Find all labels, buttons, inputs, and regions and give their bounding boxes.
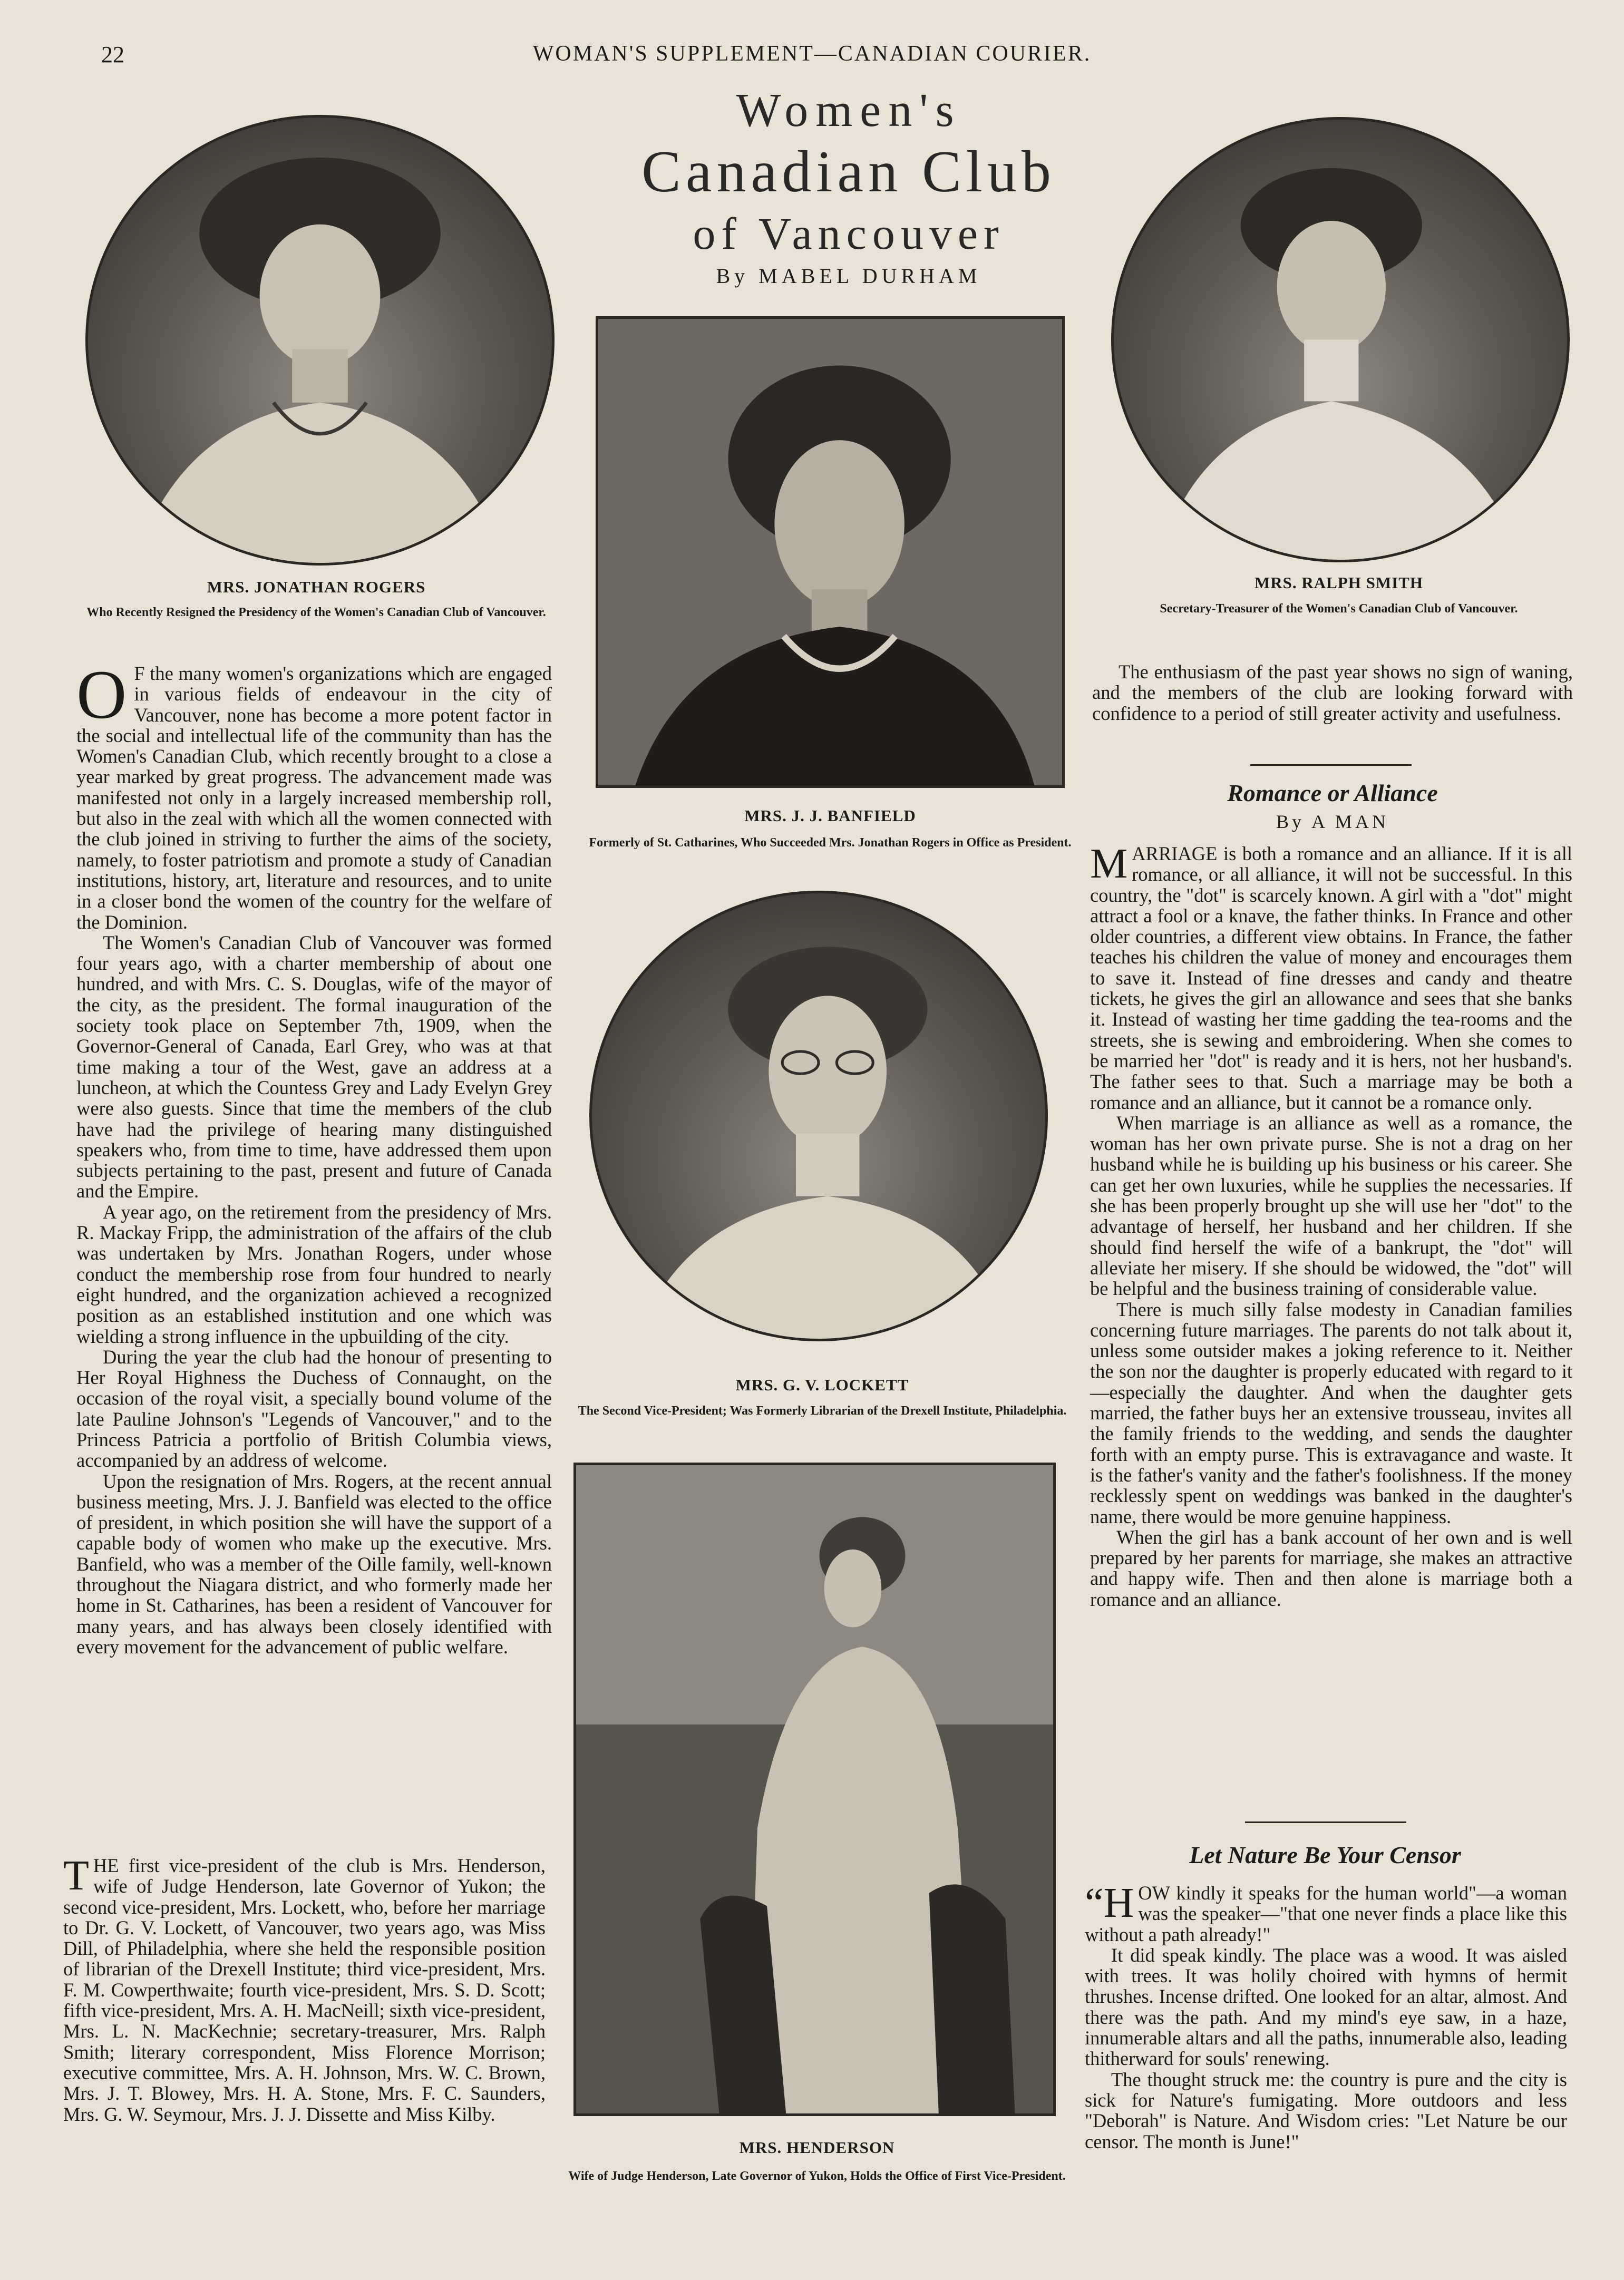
right-column-intro xyxy=(1092,661,1573,724)
left-paragraph-1 xyxy=(76,656,552,933)
nature-text xyxy=(1085,1880,1567,2152)
romance-paragraph-2: When marriage is an alliance as well as a romance, the woman has her own private purse. She is not a drag on her husband while he is building up his business or his career. She can get her own luxuries, while he supplies the necessaries. If she has been properly brought up she will use her "dot" to the advantage of herself, her husband and her children. If she should find herself the wife of a bankrupt, the "dot" will alleviate her misery. If she should be widowed, the "dot" will be helpful and the business training of considerable value. xyxy=(1090,1112,1572,1300)
paragraph-text: F the many women's organizations which are engaged in various fields of endeavour in the city of Vancouver, none has become a more potent factor in the social and intellectual life of the community than has the Women's Canadian Club, which recently brought to a close a year marked by great progress. The advancement made was manifested not only in a largely increased membership roll, but also in the zeal with which all the women connected with the club joined in striving to further the aims of the society, namely, to foster patriotism and promote a study of Canadian institutions, history, art, literature and resources, and to unite in a closer bond the women of the country for the welfare of the Dominion. xyxy=(76,662,552,933)
nature-heading: Let Nature Be Your Censor xyxy=(1189,1841,1461,1868)
section-divider xyxy=(1245,1821,1406,1823)
caption-desc-henderson: Wife of Judge Henderson, Late Governor of Yukon, Holds the Office of First Vice-President. xyxy=(568,2169,1066,2183)
romance-byline: By A MAN xyxy=(1276,811,1389,832)
portrait-henderson xyxy=(573,1463,1056,2116)
section-divider xyxy=(1250,764,1412,766)
left-column xyxy=(76,656,552,1658)
article-title-line-2: Canadian Club xyxy=(641,139,1056,204)
drop-cap: M xyxy=(1090,841,1128,887)
romance-heading: Romance or Alliance xyxy=(1227,780,1438,806)
right-intro-paragraph: The enthusiasm of the past year shows no sign of waning, and the members of the club are looking forward with confidence to a period of still greater activity and usefulness. xyxy=(1092,661,1573,724)
paragraph-text: OW kindly it speaks for the human world"—a woman was the speaker—"that one never finds a place like this without a path already!" xyxy=(1085,1882,1567,1945)
drop-cap: “H xyxy=(1085,1880,1134,1926)
caption-desc-banfield: Formerly of St. Catharines, Who Succeeded Mrs. Jonathan Rogers in Office as President. xyxy=(589,836,1072,850)
portrait-banfield xyxy=(596,316,1065,788)
nature-paragraph-3: The thought struck me: the country is pure and the city is sick for Nature's fumigating. More outdoors and less "Deborah" is Nature. And Wisdom cries: "Let Nature be our censor. The month is June!" xyxy=(1085,2068,1567,2152)
left-paragraph-2: The Women's Canadian Club of Vancouver was formed four years ago, with a charter membership of about one hundred, and with Mrs. C. S. Douglas, wife of the mayor of the city, as the president. The formal inauguration of the society took place on September 7th, 1909, when the Governor-General of Canada, Earl Grey, who was at that time making a tour of the West, gave an address at a luncheon, at which the Countess Grey and Lady Evelyn Grey were also guests. Since that time the members of the club have had the privilege of hearing many distinguished speakers who, from time to time, have addressed them upon subjects pertaining to the past, present and future of Canada and the Empire. xyxy=(76,931,552,1202)
left-paragraph-6 xyxy=(63,1855,546,2125)
page-number: 22 xyxy=(101,42,124,67)
caption-name-rogers: MRS. JONATHAN ROGERS xyxy=(207,578,426,596)
left-paragraph-5: Upon the resignation of Mrs. Rogers, at the recent annual business meeting, Mrs. J. J. Banfield was elected to the office of president, in which position she will have the support of a capable body of women who make up the executive. Mrs. Banfield, who was a member of the Oille family, well-known throughout the Niagara district, and who formerly made her home in St. Catharines, has been a resident of Vancouver for many years, and has always been closely identified with every movement for the advancement of public welfare. xyxy=(76,1470,552,1658)
portrait-lockett xyxy=(589,891,1048,1341)
paragraph-text: HE first vice-president of the club is Mrs. Henderson, wife of Judge Henderson, late Governor of Yukon; the second vice-president, Mrs. Lockett, who, before her marriage to Dr. G. V. Lockett, of Vancouver, two years ago, was Miss Dill, of Philadelphia, where she held the responsible position of librarian of the Drexell Institute; third vice-president, Mrs. F. M. Cowperthwaite; fourth vice-president, Mrs. S. D. Scott; fifth vice-president, Mrs. A. H. MacNeill; sixth vice-president, Mrs. L. N. MacKechnie; secretary-treasurer, Mrs. Ralph Smith; literary correspondent, Miss Florence Morrison; executive committee, Mrs. A. H. Johnson, Mrs. W. C. Brown, Mrs. J. T. Blowey, Mrs. H. A. Stone, Mrs. F. C. Saunders, Mrs. G. W. Seymour, Mrs. J. J. Dissette and Miss Kilby. xyxy=(63,1855,546,2125)
caption-desc-rogers: Who Recently Resigned the Presidency of the Women's Canadian Club of Vancouver. xyxy=(86,606,546,619)
romance-text xyxy=(1090,843,1572,1610)
caption-name-smith: MRS. RALPH SMITH xyxy=(1255,573,1423,592)
caption-desc-smith: Secretary-Treasurer of the Women's Canadian Club of Vancouver. xyxy=(1160,602,1518,616)
article-byline: By MABEL DURHAM xyxy=(716,264,981,288)
portrait-smith xyxy=(1111,117,1570,562)
nature-paragraph-2: It did speak kindly. The place was a wood. It was aisled with trees. It was holily choired with hymns of hermit thrushes. Incense drifted. One looked for an altar, almost. And there was the path. And my mind's eye saw, in a haze, innumerable altars and all the paths, innumerable also, leading thitherward for souls' renewing. xyxy=(1085,1944,1567,2070)
article-title-line-3: of Vancouver xyxy=(693,208,1005,259)
left-paragraph-3: A year ago, on the retirement from the presidency of Mrs. R. Mackay Fripp, the administration of the affairs of the club was undertaken by Mrs. Jonathan Rogers, under whose conduct the membership rose from four hundred to nearly eight hundred, and the organization achieved a recognized position as an established institution and one which was wielding a strong influence in the upbuilding of the city. xyxy=(76,1201,552,1347)
caption-desc-lockett: The Second Vice-President; Was Formerly Librarian of the Drexell Institute, Philadelphia. xyxy=(578,1404,1067,1418)
nature-paragraph-1 xyxy=(1085,1880,1567,1945)
romance-paragraph-4: When the girl has a bank account of her own and is well prepared by her parents for marriage, she makes an attractive and happy wife. Then and then alone is marriage both a romance and an alliance. xyxy=(1090,1526,1572,1610)
running-head: WOMAN'S SUPPLEMENT—CANADIAN COURIER. xyxy=(532,42,1092,66)
caption-name-lockett: MRS. G. V. LOCKETT xyxy=(735,1376,909,1394)
romance-paragraph-3: There is much silly false modesty in Canadian families concerning future marriages. The parents do not talk about it, unless some outsider makes a joking reference to it. Neither the son nor the daughter is properly educated with regard to it—especially the daughter. And when the daughter gets married, the father buys her an extensive trousseau, invites all the family friends to the wedding, and sends the daughter forth with an empty purse. This is extravagance and waste. It is the father's vanity and the father's foolishness. If the money recklessly spent on weddings was banked in the daughter's name, there would be more genuine happiness. xyxy=(1090,1298,1572,1527)
caption-name-banfield: MRS. J. J. BANFIELD xyxy=(744,806,916,825)
paragraph-text: ARRIAGE is both a romance and an alliance. If it is all romance, or all alliance, it will not be successful. In this country, the "dot" is scarcely known. A girl with a "dot" might attract a fool or a knave, the father thinks. In France and other older countries, a different view obtains. In France, the father teaches his children the value of money and encourages them to save it. Instead of fine dresses and candy and theatre tickets, he gives the girl an allowance and sees that she banks it. Instead of wasting her time gadding the tea-rooms and the streets, she is sewing and embroidering. When she comes to be married her "dot" is ready and it is hers, not her husband's. The father sees to that. Such a marriage may be both a romance and an alliance, but it cannot be a romance only. xyxy=(1090,843,1572,1113)
page-header xyxy=(0,41,1624,78)
drop-cap: T xyxy=(63,1853,89,1899)
romance-paragraph-1 xyxy=(1090,843,1572,1113)
article-title-line-1: Women's xyxy=(736,84,961,137)
left-paragraph-4: During the year the club had the honour of presenting to Her Royal Highness the Duchess of Connaught, on the occasion of the royal visit, a specially bound volume of the late Pauline Johnson's "Legends of Vancouver," and to the Princess Patricia a portfolio of British Columbia views, accompanied by an address of welcome. xyxy=(76,1346,552,1472)
caption-name-henderson: MRS. HENDERSON xyxy=(739,2138,895,2157)
left-column-officers xyxy=(63,1855,546,2125)
drop-cap: O xyxy=(76,656,127,733)
portrait-rogers xyxy=(85,115,555,566)
